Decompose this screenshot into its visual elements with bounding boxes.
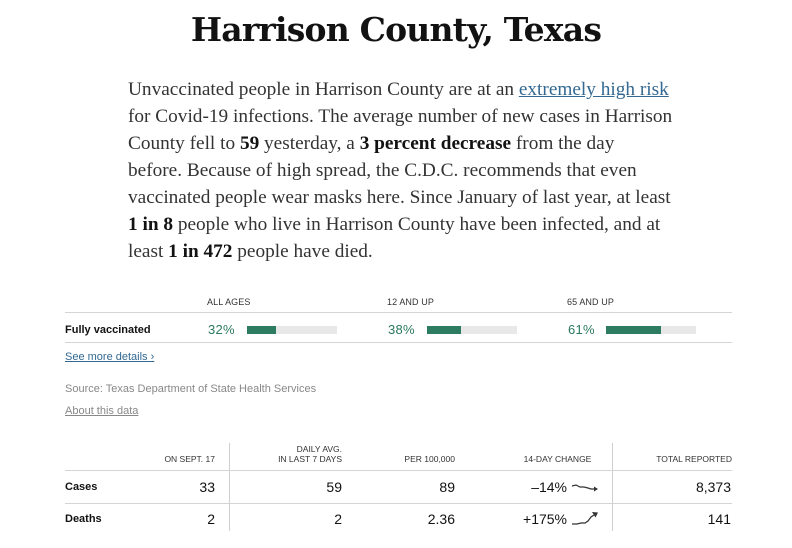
divider	[65, 312, 732, 313]
lede-text: yesterday, a	[259, 133, 360, 154]
divider	[65, 470, 732, 471]
lede-bold-value: 3 percent decrease	[359, 133, 512, 154]
row-label-deaths: Deaths	[65, 513, 102, 525]
col-header-daily-avg-line1: DAILY AVG.	[296, 444, 342, 454]
cases-per-100k: 89	[439, 479, 455, 495]
vax-header-65-up: 65 AND UP	[567, 297, 614, 307]
vax-pct-65-up: 61%	[568, 322, 595, 337]
deaths-daily-avg: 2	[334, 511, 342, 527]
deaths-on-date: 2	[207, 511, 215, 527]
vax-pct-all-ages: 32%	[208, 322, 235, 337]
divider	[65, 342, 732, 343]
vax-bar-fill	[427, 326, 461, 334]
lede-text: for Covid-19 infections. The average number of new cases in Harrison County fell to	[128, 106, 673, 154]
deaths-total-reported: 141	[707, 511, 731, 527]
vax-bar-fill	[606, 326, 661, 334]
lede-text: from the day before. Because of high spread, the C.D.C. recommends that even vaccinated people wear masks here. Since January of last year, at least	[128, 133, 671, 208]
lede-bold-value: 1 in 472	[168, 241, 233, 262]
col-header-daily-avg-line2: IN LAST 7 DAYS	[278, 454, 342, 464]
col-header-per-100k: PER 100,000	[404, 454, 455, 464]
cases-14-day-change: –14%	[531, 479, 567, 495]
sparkline-up-icon	[571, 511, 599, 527]
vax-row-label: Fully vaccinated	[65, 324, 151, 336]
col-header-on-date: ON SEPT. 17	[164, 454, 215, 464]
lede-text: Unvaccinated people in Harrison County are at an	[128, 79, 519, 100]
cases-total-reported: 8,373	[695, 479, 731, 495]
vax-bar-all-ages	[247, 326, 337, 334]
lede-text: people who live in Harrison County have been infected, and at least	[128, 214, 661, 262]
extremely-high-risk-link[interactable]: extremely high risk	[518, 79, 669, 100]
column-divider	[612, 443, 613, 531]
cases-daily-avg: 59	[326, 479, 342, 495]
sparkline-down-icon	[571, 481, 599, 495]
about-data-link[interactable]: About this data	[65, 405, 139, 417]
lede-text: people have died.	[232, 241, 373, 262]
vax-bar-12-up	[427, 326, 517, 334]
page-title: Harrison County, Texas	[190, 10, 602, 49]
divider	[65, 503, 732, 504]
cases-on-date: 33	[199, 479, 215, 495]
lede-bold-value: 59	[239, 133, 260, 154]
vax-bar-fill	[247, 326, 276, 334]
lede-bold-value: 1 in 8	[128, 214, 174, 235]
col-header-daily-avg	[240, 444, 342, 464]
vax-bar-65-up	[606, 326, 696, 334]
summary-paragraph	[128, 76, 673, 265]
deaths-14-day-change: +175%	[523, 511, 567, 527]
column-divider	[229, 443, 230, 531]
row-label-cases: Cases	[65, 481, 98, 493]
deaths-per-100k: 2.36	[427, 511, 455, 527]
vax-pct-12-up: 38%	[388, 322, 415, 337]
source-note: Source: Texas Department of State Health Services	[65, 383, 317, 395]
vax-header-all-ages: ALL AGES	[207, 297, 251, 307]
vax-header-12-up: 12 AND UP	[387, 297, 434, 307]
see-more-details-link[interactable]: See more details ›	[65, 351, 155, 363]
col-header-14-day-change: 14-DAY CHANGE	[523, 454, 592, 464]
col-header-total-reported: TOTAL REPORTED	[656, 454, 732, 464]
